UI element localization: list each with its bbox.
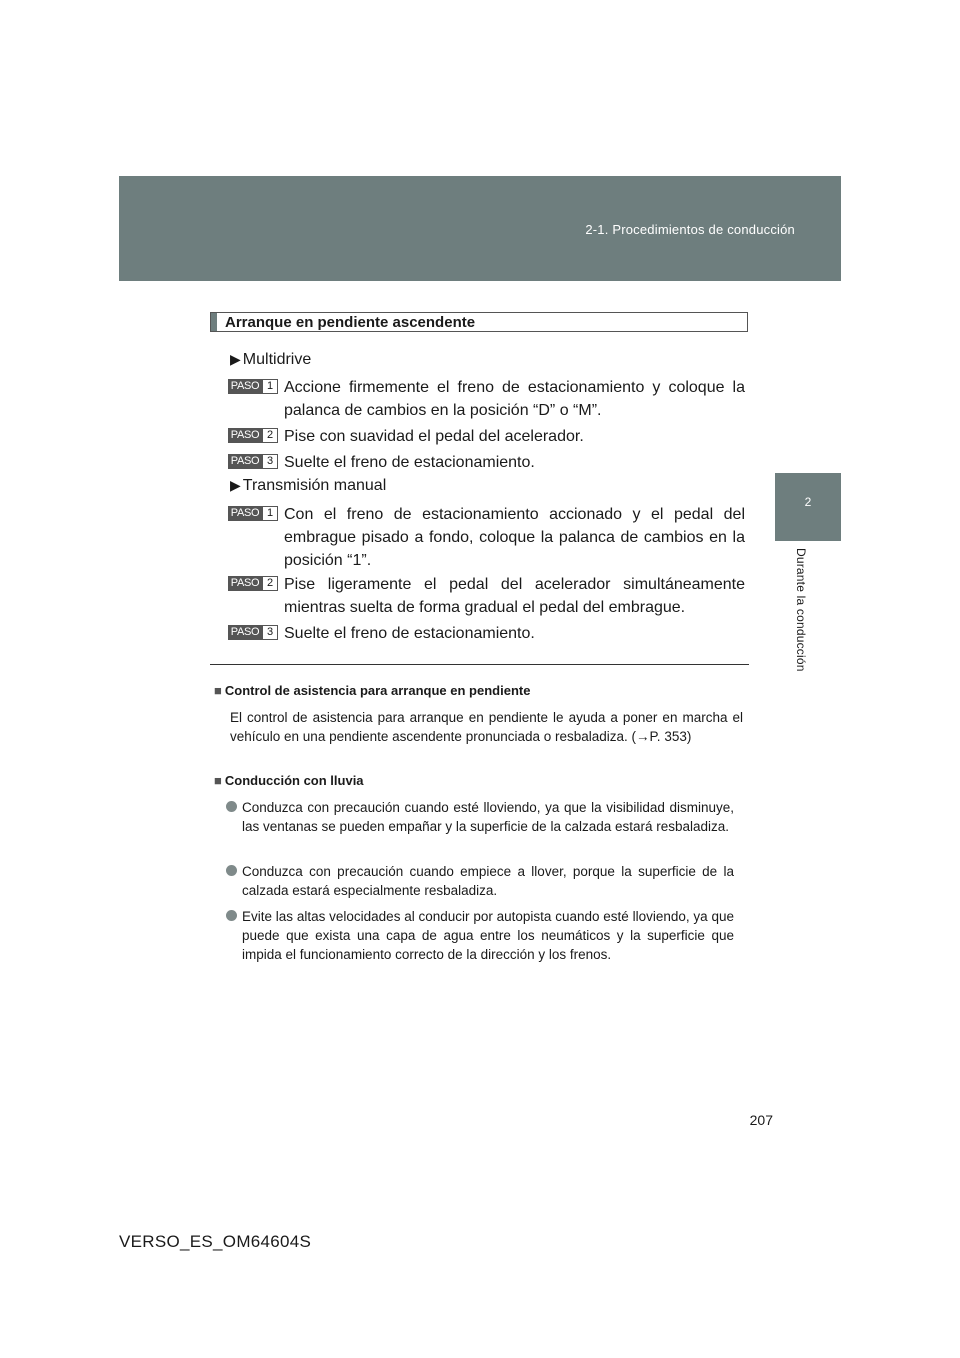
step-badge-number: 1 bbox=[262, 379, 278, 394]
subhead-manual bbox=[230, 477, 386, 495]
header-section-title: 2-1. Procedimientos de conducción bbox=[585, 222, 795, 237]
section-title-box bbox=[210, 312, 748, 332]
list-item-text: Evite las altas velocidades al conducir por autopista cuando esté lloviendo, ya que puede que exista una capa de agua entre los neumáticos y la superficie que impida el funcionamiento correcto de la dirección y los frenos. bbox=[242, 909, 734, 962]
list-item bbox=[226, 798, 734, 836]
square-bullet-icon: ■ bbox=[214, 773, 222, 788]
step-badge bbox=[228, 506, 278, 521]
step-text: Suelte el freno de estacionamiento. bbox=[284, 625, 535, 642]
step-item bbox=[228, 425, 745, 448]
step-text: Pise ligeramente el pedal del acelerador simultáneamente mientras suelta de forma gradual el pedal del embrague. bbox=[284, 576, 745, 616]
step-badge-number: 2 bbox=[262, 428, 278, 443]
circle-bullet-icon bbox=[226, 910, 237, 921]
note-paragraph: El control de asistencia para arranque en pendiente le ayuda a poner en marcha el vehículo en una pendiente ascendente pronunciada o resbaladiza. (→P. 353) bbox=[230, 710, 743, 744]
list-item-text: Conduzca con precaución cuando esté lloviendo, ya que la visibilidad disminuye, las ventanas se pueden empañar y la superficie de la calzada estará resbaladiza. bbox=[242, 800, 734, 834]
step-item bbox=[228, 451, 745, 474]
step-badge bbox=[228, 379, 278, 394]
note-heading-label: Control de asistencia para arranque en pendiente bbox=[224, 683, 531, 698]
chapter-tab bbox=[775, 473, 841, 541]
subhead-label: Multidrive bbox=[242, 351, 312, 368]
step-badge bbox=[228, 625, 278, 640]
subhead-multidrive bbox=[230, 351, 311, 369]
note-heading-label: Conducción con lluvia bbox=[224, 773, 364, 788]
note-heading-rain bbox=[214, 773, 364, 788]
step-item bbox=[228, 622, 745, 645]
step-badge-word: PASO bbox=[228, 379, 262, 394]
list-item bbox=[226, 907, 734, 964]
document-code: VERSO_ES_OM64604S bbox=[119, 1232, 312, 1251]
step-badge-word: PASO bbox=[228, 428, 262, 443]
section-title-bar bbox=[211, 313, 217, 331]
step-badge-word: PASO bbox=[228, 576, 262, 591]
subhead-label: Transmisión manual bbox=[242, 477, 387, 494]
step-badge-word: PASO bbox=[228, 625, 262, 640]
step-badge-number: 1 bbox=[262, 506, 278, 521]
section-divider bbox=[210, 664, 749, 665]
circle-bullet-icon bbox=[226, 865, 237, 876]
header-band bbox=[119, 176, 841, 281]
step-badge-number: 3 bbox=[262, 625, 278, 640]
step-badge bbox=[228, 576, 278, 591]
step-text: Pise con suavidad el pedal del acelerador. bbox=[284, 428, 584, 445]
section-title: Arranque en pendiente ascendente bbox=[225, 314, 476, 331]
step-badge bbox=[228, 428, 278, 443]
chapter-number: 2 bbox=[804, 495, 812, 509]
step-badge-word: PASO bbox=[228, 506, 262, 521]
step-badge bbox=[228, 454, 278, 469]
step-badge-number: 2 bbox=[262, 576, 278, 591]
step-text: Con el freno de estacionamiento accionado y el pedal del embrague pisado a fondo, coloque la palanca de cambios en la posición “1”. bbox=[284, 506, 745, 569]
step-text: Suelte el freno de estacionamiento. bbox=[284, 454, 535, 471]
step-text: Accione firmemente el freno de estacionamiento y coloque la palanca de cambios en la posición “D” o “M”. bbox=[284, 379, 745, 419]
step-badge-number: 3 bbox=[262, 454, 278, 469]
step-item bbox=[228, 573, 745, 619]
triangle-right-icon: ▶ bbox=[230, 477, 241, 493]
note-heading-hill-assist bbox=[214, 683, 530, 698]
circle-bullet-icon bbox=[226, 801, 237, 812]
square-bullet-icon: ■ bbox=[214, 683, 222, 698]
step-item bbox=[228, 376, 745, 422]
chapter-title: Durante la conducción bbox=[794, 548, 808, 672]
step-badge-word: PASO bbox=[228, 454, 262, 469]
page-number: 207 bbox=[749, 1112, 773, 1128]
list-item-text: Conduzca con precaución cuando empiece a llover, porque la superficie de la calzada estará especialmente resbaladiza. bbox=[242, 864, 734, 898]
step-item bbox=[228, 503, 745, 572]
triangle-right-icon: ▶ bbox=[230, 351, 241, 367]
list-item bbox=[226, 862, 734, 900]
